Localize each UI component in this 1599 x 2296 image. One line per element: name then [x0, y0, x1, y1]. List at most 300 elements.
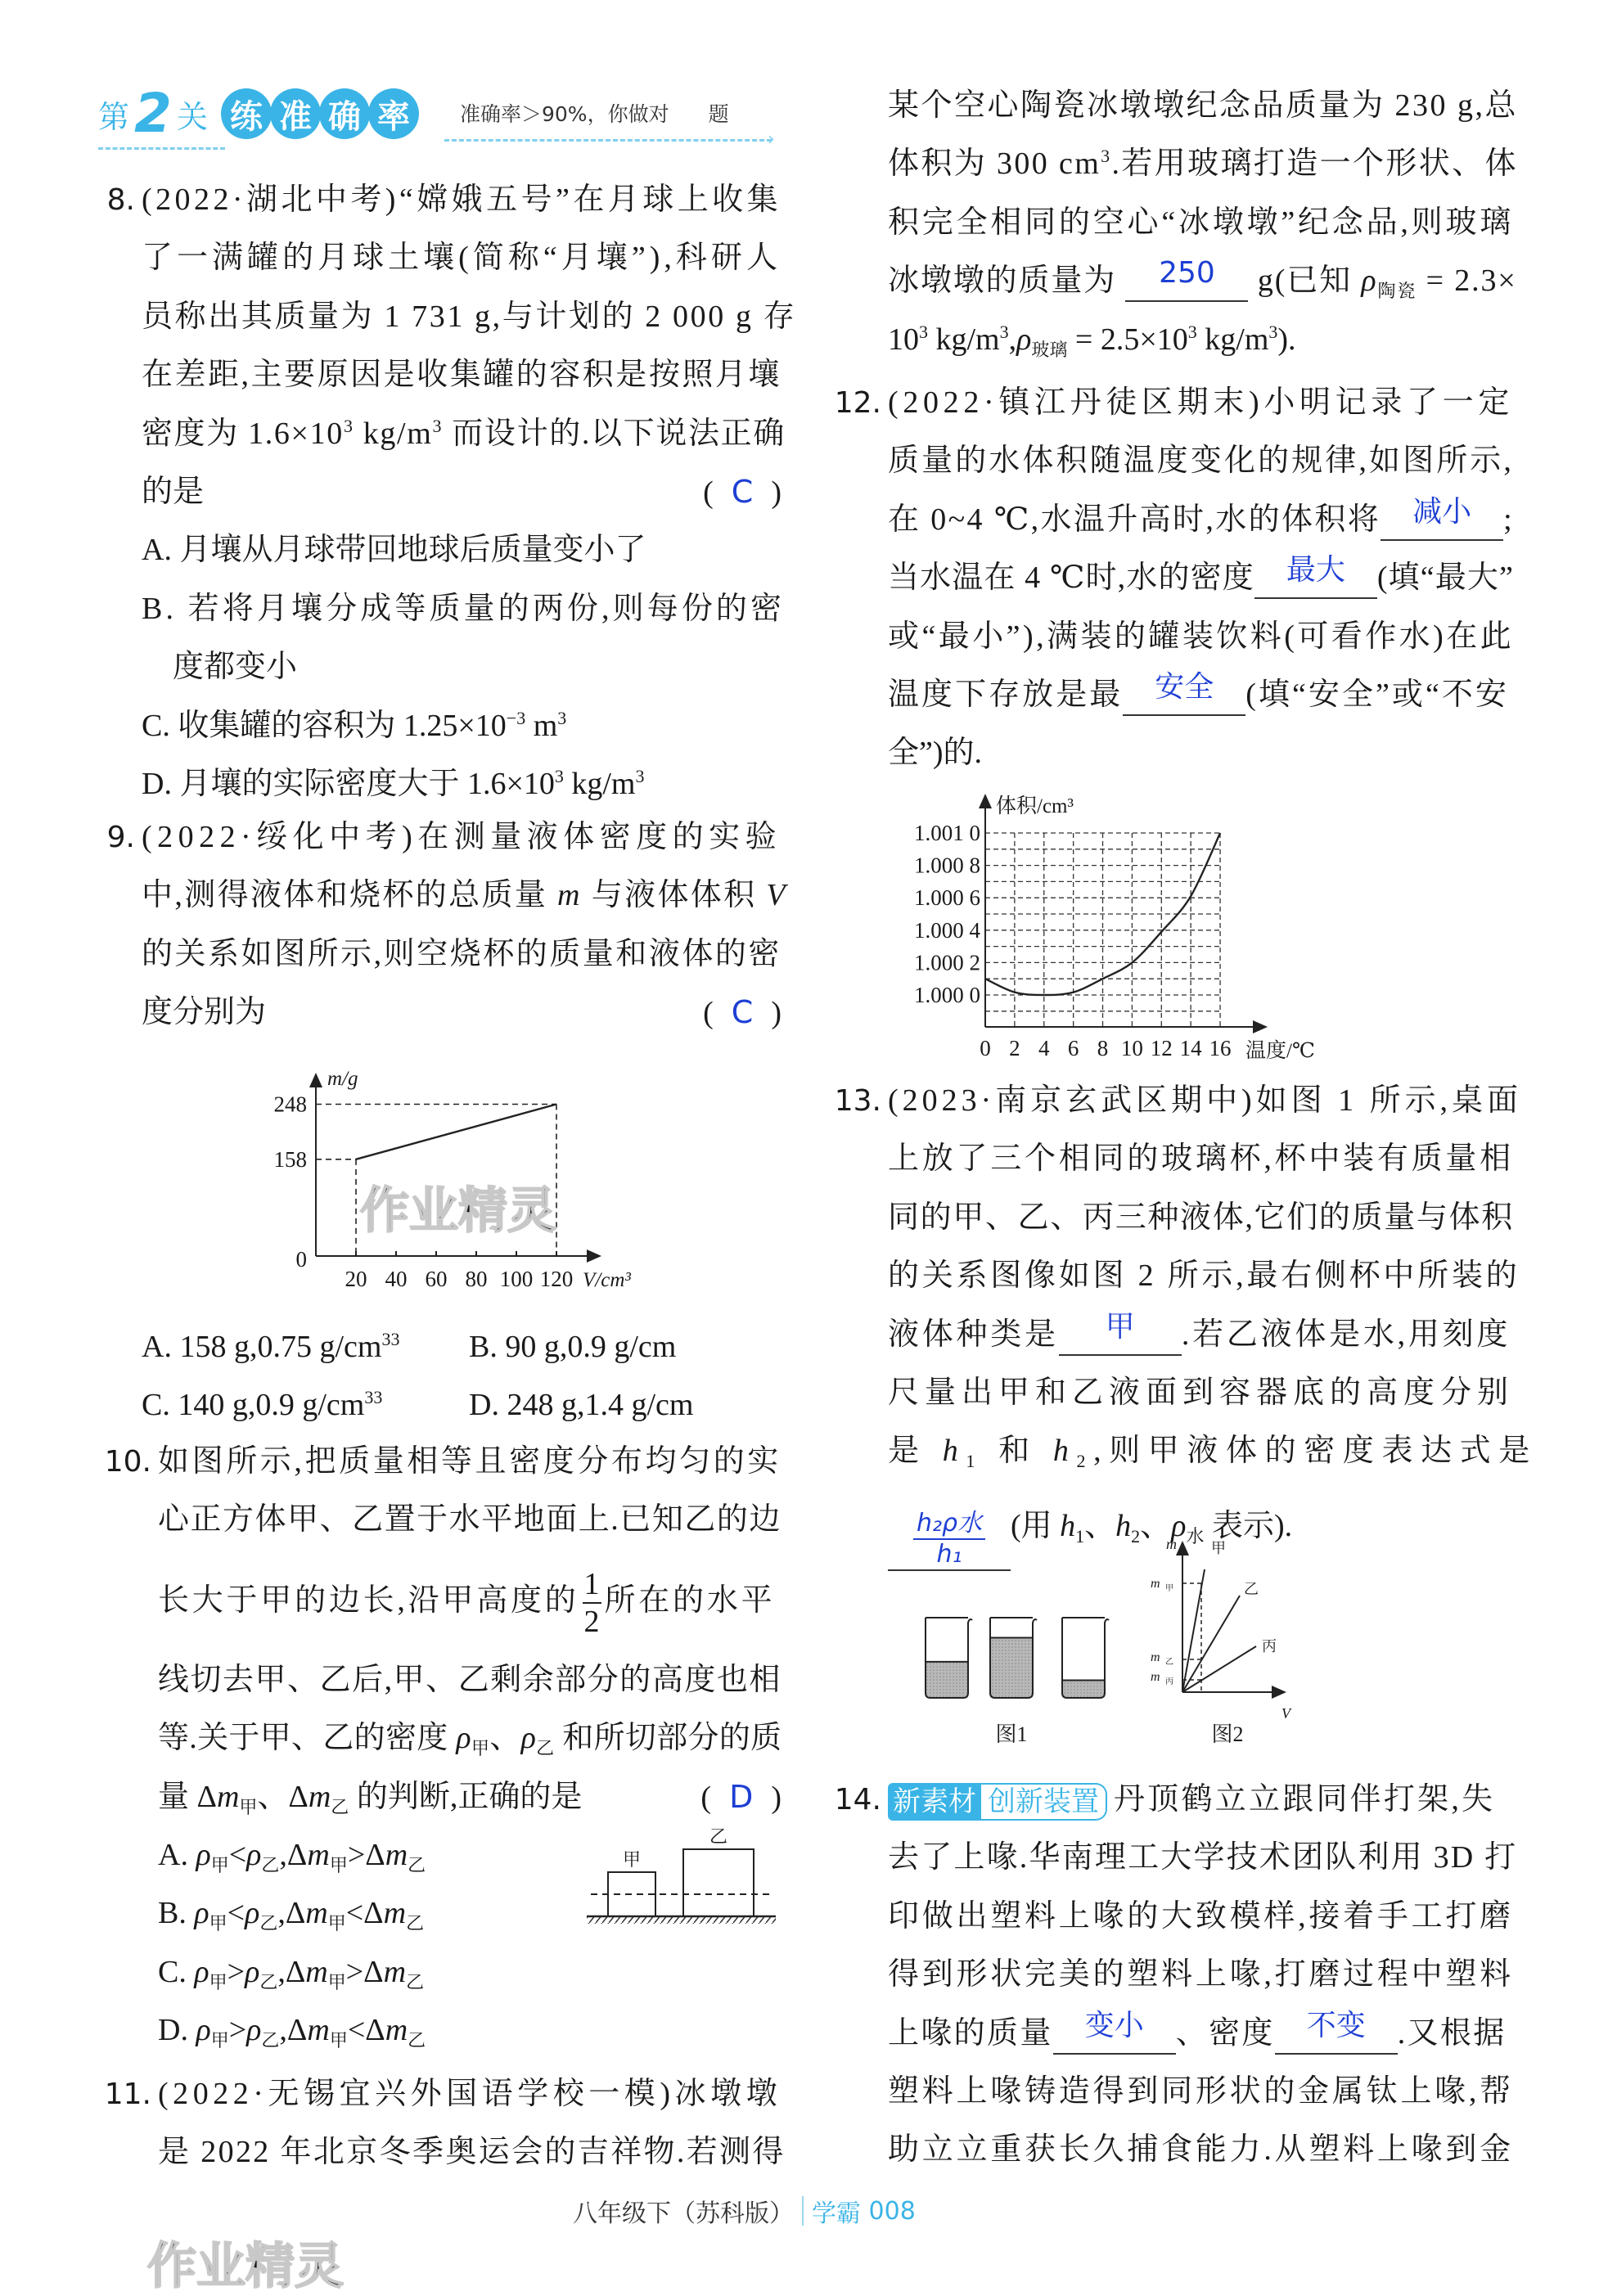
superscript: 3	[343, 415, 354, 436]
figure-2-caption: 图2	[1211, 1722, 1244, 1746]
subscript: 甲	[209, 1971, 227, 1992]
line-content	[142, 580, 785, 638]
q13-figure-1-beakers	[926, 1618, 1109, 1746]
text-line	[106, 171, 782, 229]
section-title	[223, 88, 419, 139]
text: 心正方体甲、乙置于水平地面上.已知乙的边	[158, 1502, 781, 1537]
fraction	[583, 1566, 601, 1640]
text: 当水温在 4 ℃时,水的密度	[888, 560, 1254, 596]
line-content	[142, 288, 796, 346]
x-axis-label: 温度/℃	[1245, 1040, 1315, 1062]
subscript: 甲	[210, 1854, 229, 1875]
data-line	[356, 1104, 556, 1159]
variable: h	[1115, 1508, 1132, 1543]
answer-fraction-blank[interactable]	[888, 1509, 1011, 1571]
handwritten-answer: 甲	[1105, 1309, 1135, 1344]
text-line	[142, 346, 781, 404]
cube-a-label: 甲	[622, 1849, 642, 1870]
line-content	[888, 1364, 1514, 1422]
text-line	[888, 724, 1514, 782]
x-tick-label: 16	[1209, 1036, 1232, 1060]
text-line	[888, 2005, 1514, 2063]
superscript: 3	[557, 707, 567, 728]
text-line	[104, 1433, 781, 1491]
variable: ρ	[1361, 263, 1378, 299]
text-line	[888, 2063, 1514, 2121]
figure-1-caption: 图1	[995, 1722, 1028, 1746]
text-line	[142, 755, 781, 813]
variable: ρ	[246, 2013, 262, 2048]
text: 量 Δ	[158, 1779, 217, 1814]
text-line	[834, 1072, 1522, 1130]
text-line	[888, 1189, 1514, 1247]
text: (填“安全”或“不安	[1245, 677, 1509, 712]
text: (填“最大”	[1376, 560, 1515, 596]
paren: )	[771, 996, 781, 1031]
text-line	[142, 580, 786, 638]
variable: ρ	[245, 1896, 260, 1931]
answer-blank[interactable]	[1125, 256, 1248, 302]
line-content	[888, 2005, 1507, 2063]
line-content	[142, 867, 787, 925]
text-line	[158, 1491, 781, 1549]
y-tick-label: 1.000 6	[914, 885, 980, 911]
line-content	[158, 2123, 786, 2181]
line-content	[142, 171, 781, 229]
variable: h	[942, 1434, 966, 1469]
line-content	[158, 1550, 775, 1651]
subscript: 甲	[329, 1854, 348, 1875]
subscript: 乙	[331, 1796, 349, 1817]
text: (2022·绥化中考)在测量液体密度的实验	[142, 820, 782, 854]
line-content	[158, 1826, 426, 1884]
title-char: 率	[368, 88, 419, 139]
line-content	[158, 2001, 426, 2060]
y-tick-label: 248	[273, 1092, 307, 1117]
text-line	[888, 252, 1517, 310]
text: 和所切部分的质	[554, 1721, 782, 1756]
subscript: 乙	[406, 1913, 425, 1934]
superscript: 3	[919, 321, 928, 342]
y-tick-label: 1.000 2	[914, 950, 980, 975]
variable: m	[383, 1896, 407, 1931]
text: .若乙液体是水,用刻度	[1181, 1317, 1511, 1352]
text: (2022·镇江丹徒区期末)小明记录了一定	[888, 385, 1515, 420]
x-tick-label: 100	[499, 1267, 534, 1291]
text: 所在的水平	[604, 1582, 776, 1618]
answer-blank[interactable]	[1123, 669, 1245, 716]
y-axis-label: m	[1166, 1536, 1177, 1552]
text-line	[142, 405, 786, 463]
line-content	[142, 1376, 694, 1434]
question-9	[106, 808, 787, 1042]
handwritten-answer: 最大	[1286, 553, 1345, 588]
text: 与液体体积	[581, 878, 767, 913]
subscript: 乙	[408, 1854, 426, 1875]
text-line	[888, 1130, 1514, 1188]
line-content	[888, 2121, 1514, 2179]
text: 的判断,正确的是	[349, 1779, 583, 1814]
handwritten-answer: 减小	[1412, 494, 1472, 529]
handwritten-answer: 250	[1159, 256, 1215, 290]
x-tick-label: 60	[425, 1267, 448, 1291]
title-char: 准	[270, 88, 321, 139]
text: ,Δ	[279, 1837, 308, 1872]
footer-divider	[802, 2196, 804, 2226]
subscript: 甲	[239, 1796, 258, 1817]
paren: (	[703, 475, 714, 510]
text: 、	[489, 1721, 521, 1756]
line-content	[888, 1829, 1517, 1887]
superscript: 3	[554, 765, 564, 786]
title-char: 确	[319, 88, 370, 139]
line-content	[158, 1943, 424, 2001]
text: kg/m	[1196, 322, 1269, 357]
text-line	[142, 697, 781, 755]
paren: )	[771, 475, 781, 510]
line-content	[158, 1768, 582, 1826]
line-content	[888, 1888, 1514, 1946]
question-number: 12.	[834, 386, 881, 420]
text: 如图所示,把质量相等且密度分布均匀的实	[158, 1444, 781, 1479]
accuracy-note	[460, 98, 729, 128]
text-line	[104, 2065, 782, 2123]
line-content	[142, 405, 786, 463]
text-line	[142, 867, 787, 925]
line-b	[1182, 1596, 1240, 1692]
text-line	[142, 521, 781, 579]
page-number: 008	[868, 2196, 916, 2226]
text: ,Δ	[277, 1954, 306, 1989]
variable: m	[385, 1837, 408, 1872]
text: 的是	[142, 474, 205, 509]
text: 在 0~4 ℃,水温升高时,水的体积将	[888, 502, 1381, 537]
variable: ρ	[196, 1837, 211, 1872]
level-prefix: 第	[98, 98, 130, 135]
line-content	[142, 463, 204, 521]
text: 印做出塑料上喙的大致模样,接着手工打磨	[888, 1898, 1514, 1934]
y-tick-label: 1.001 0	[914, 821, 980, 845]
text: 或“最小”),满装的罐装饮料(可看作水)在此	[888, 619, 1515, 654]
text: D.	[158, 2013, 196, 2048]
line-content	[888, 252, 1517, 310]
line-content	[888, 1247, 1520, 1305]
x-tick-label: 12	[1150, 1036, 1173, 1060]
text: 和	[982, 1434, 1053, 1469]
text: B. 若将月壤分成等质量的两份,则每份的密	[142, 591, 786, 626]
text: ,Δ	[277, 1896, 306, 1931]
text: 度分别为	[142, 995, 267, 1030]
header-divider	[98, 147, 225, 150]
text: 冰墩墩的质量为	[888, 263, 1126, 299]
superscript: 3	[1268, 321, 1278, 342]
text: 体积为 300 cm	[888, 146, 1101, 182]
variable: ρ	[196, 2013, 211, 2048]
text: >Δ	[347, 1837, 385, 1872]
text: 密度为 1.6×10	[142, 416, 344, 451]
line-content	[888, 77, 1518, 135]
m-b-label: m	[1151, 1650, 1160, 1664]
option-text: D. 248 g,1.4 g/cm	[469, 1388, 694, 1423]
text-line	[834, 1771, 1514, 1829]
subscript: 乙	[261, 1854, 280, 1875]
superscript: 3	[999, 321, 1009, 342]
text: (用	[1011, 1508, 1061, 1543]
subscript: 乙	[259, 1971, 278, 1992]
variable: ρ	[245, 1954, 260, 1989]
text: >	[227, 1954, 245, 1989]
text: A. 158 g,0.75 g/cm	[142, 1330, 382, 1364]
text-line	[142, 463, 781, 521]
text: 、	[1084, 1508, 1116, 1543]
beaker	[926, 1618, 972, 1698]
x-axis-label: V/cm³	[583, 1269, 631, 1291]
subscript: 甲	[327, 1913, 346, 1934]
text-line	[888, 1422, 1538, 1480]
y-axis-label: m/g	[327, 1068, 358, 1090]
text-line	[142, 638, 781, 696]
question-number: 9.	[106, 821, 135, 854]
x-tick-label: 120	[539, 1267, 574, 1291]
question-11	[104, 2065, 786, 2182]
text-line	[888, 135, 1518, 193]
denominator: 2	[583, 1605, 600, 1640]
superscript: 3	[1187, 321, 1197, 342]
y-tick-label: 0	[295, 1247, 307, 1272]
brand-label: 学霸	[812, 2199, 861, 2228]
beaker	[990, 1618, 1037, 1698]
question-8	[106, 171, 797, 813]
level-number: 2	[134, 82, 172, 145]
x-tick-label: 40	[385, 1267, 408, 1291]
text-line	[142, 925, 781, 984]
text-line	[888, 1364, 1514, 1422]
line-content	[142, 755, 645, 813]
paren: (	[700, 1780, 712, 1815]
text-line	[888, 666, 1514, 724]
text: 是	[888, 1434, 943, 1469]
q12-water-volume-chart	[914, 795, 1315, 1062]
section-header	[98, 82, 419, 145]
subscript: 甲	[329, 2030, 348, 2051]
variable: ρ	[1171, 1508, 1187, 1543]
question-number: 13.	[834, 1084, 881, 1118]
text: <Δ	[345, 1896, 384, 1931]
text-line	[834, 374, 1515, 432]
text: kg/m	[928, 322, 1000, 357]
text-line	[158, 1884, 781, 1943]
variable: ρ	[520, 1721, 537, 1756]
choice-answer[interactable]	[703, 463, 781, 522]
m-c-sub: 丙	[1165, 1677, 1173, 1686]
text: 度都变小	[142, 650, 298, 685]
text: 、	[1140, 1508, 1172, 1543]
answer-blank[interactable]	[1275, 2008, 1398, 2055]
line-content	[888, 724, 982, 782]
m-a-label: m	[1151, 1577, 1160, 1591]
text-line	[158, 1768, 781, 1826]
text: ,	[1008, 322, 1017, 357]
text: 员称出其质量为 1 731 g,与计划的 2 000 g 存	[142, 299, 797, 334]
paren: (	[703, 996, 714, 1031]
question-12	[834, 374, 1515, 783]
answer-blank[interactable]	[1059, 1309, 1182, 1356]
x-tick-label: 0	[980, 1036, 991, 1060]
subscript: 甲	[210, 2030, 229, 2051]
text: 液体种类是	[888, 1317, 1059, 1352]
variable: h	[1060, 1508, 1076, 1543]
text: >	[228, 2013, 247, 2048]
answer-blank[interactable]	[1254, 553, 1377, 599]
x-tick-label: 6	[1067, 1036, 1079, 1060]
text: 得到形状完美的塑料上喙,打磨过程中塑料	[888, 1957, 1514, 1992]
variable: V	[766, 878, 787, 913]
text: <	[227, 1896, 245, 1931]
text: 丹顶鹤立立跟同伴打架,失	[1114, 1782, 1496, 1817]
question-number: 10.	[104, 1445, 151, 1479]
handwritten-answer: 安全	[1155, 669, 1214, 704]
option-text: B. 90 g,0.9 g/cm	[469, 1330, 677, 1364]
x-tick-label: 14	[1179, 1036, 1202, 1060]
text: 中,测得液体和烧杯的总质量	[142, 878, 558, 913]
text: 助立立重获长久捕食能力.从塑料上喙到金	[888, 2132, 1514, 2168]
q9-mass-volume-chart	[274, 1068, 632, 1291]
text-line	[888, 2121, 1514, 2179]
text: 积完全相同的空心“冰墩墩”纪念品,则玻璃	[888, 205, 1515, 240]
liquid	[1062, 1680, 1105, 1698]
innovation-badge: 创新装置	[981, 1783, 1107, 1821]
text-line	[888, 311, 1514, 369]
text: C. 收集罐的容积为 1.25×10	[142, 708, 507, 743]
line-content	[888, 666, 1509, 724]
text: ;	[1503, 502, 1515, 537]
text: 在差距,主要原因是收集罐的容积是按照月壤	[142, 358, 781, 393]
variable: m	[385, 2013, 408, 2048]
cube-b-label: 乙	[709, 1826, 728, 1847]
answer-blank[interactable]	[1381, 494, 1503, 541]
answer-blank[interactable]	[1053, 2008, 1176, 2055]
x-tick-label: 4	[1038, 1036, 1050, 1060]
line-content	[888, 608, 1514, 666]
text: 同的甲、乙、丙三种液体,它们的质量与体积	[888, 1200, 1514, 1235]
line-content	[142, 1318, 677, 1376]
text: .又根据	[1397, 2015, 1507, 2051]
m-b-sub: 乙	[1165, 1658, 1173, 1667]
variable: ρ	[1016, 322, 1032, 357]
y-tick-label: 1.000 0	[914, 983, 980, 1007]
line-content	[888, 1130, 1514, 1188]
text-line	[888, 491, 1514, 549]
text: ,Δ	[279, 2013, 308, 2048]
variable: m	[383, 1954, 407, 1989]
text-line	[888, 1481, 1514, 1569]
superscript: 3	[432, 415, 444, 436]
variable: ρ	[456, 1721, 471, 1756]
text-line	[888, 194, 1514, 252]
text: 了一满罐的月球土壤(简称“月壤”),科研人	[142, 241, 781, 276]
superscript: −3	[506, 707, 526, 728]
subscript: 1	[1075, 1525, 1085, 1546]
level-suffix: 关	[176, 98, 208, 135]
subscript: 甲	[471, 1738, 490, 1759]
text: ).	[1277, 322, 1296, 357]
line-content	[142, 229, 781, 287]
line-content	[888, 1771, 1495, 1829]
text: A. 月壤从月球带回地球后质量变小了	[142, 533, 646, 568]
text: 的关系如图所示,则空烧杯的质量和液体的密	[142, 936, 781, 971]
line-b-label: 乙	[1244, 1581, 1259, 1597]
m-c-label: m	[1151, 1670, 1160, 1684]
subscript: 甲	[209, 1913, 227, 1934]
subscript: 玻璃	[1031, 339, 1068, 360]
line-content	[888, 135, 1518, 193]
question-number: 8.	[106, 183, 135, 217]
subscript: 1	[966, 1451, 983, 1472]
choice-answer[interactable]	[700, 1768, 781, 1827]
superscript: 3	[373, 1387, 383, 1408]
grade-label: 八年级下（苏科版）	[573, 2199, 794, 2228]
text: = 2.5×10	[1067, 322, 1188, 357]
text-line	[106, 808, 782, 867]
chosen-option: C	[731, 473, 754, 510]
text: 某个空心陶瓷冰墩墩纪念品质量为 230 g,总	[888, 88, 1519, 123]
x-tick-label: 20	[345, 1267, 367, 1291]
subscript: 乙	[406, 1971, 425, 1992]
line-content	[888, 194, 1514, 252]
page-footer	[573, 2193, 916, 2229]
line-content	[888, 1306, 1511, 1364]
paren: )	[771, 1780, 781, 1815]
y-tick-label: 1.000 8	[914, 853, 980, 878]
text-line	[158, 1651, 781, 1709]
variable: m	[305, 1896, 328, 1931]
x-tick-label: 2	[1009, 1036, 1020, 1060]
text: 而设计的.以下说法正确	[443, 416, 786, 451]
chosen-option: C	[731, 994, 754, 1031]
line-content	[158, 1709, 781, 1767]
text-line	[158, 2001, 781, 2060]
text-line	[888, 1888, 1514, 1946]
volume-curve	[985, 833, 1220, 995]
numerator: 1	[583, 1566, 601, 1604]
question-14	[834, 1771, 1518, 2180]
question-number: 11.	[104, 2078, 151, 2111]
text-line	[888, 432, 1514, 490]
choice-answer[interactable]	[703, 984, 781, 1042]
question-10	[104, 1433, 782, 2060]
chevron-right-icon: ›	[768, 129, 775, 150]
variable: ρ	[194, 1954, 209, 1989]
text: (2023·南京玄武区期中)如图 1 所示,桌面	[888, 1083, 1522, 1118]
line-a	[1182, 1569, 1205, 1692]
text-line	[142, 229, 781, 287]
subscript: 乙	[408, 2030, 426, 2051]
question-number: 14.	[834, 1783, 881, 1817]
line-c-label: 丙	[1262, 1638, 1277, 1654]
superscript: 3	[390, 1329, 400, 1349]
variable: m	[557, 878, 582, 913]
line-content	[158, 1884, 424, 1943]
text: 、密度	[1175, 2015, 1275, 2051]
line-content	[888, 374, 1514, 432]
text-line	[888, 1247, 1520, 1305]
new-material-badge: 新素材	[888, 1783, 981, 1821]
text-line	[158, 1709, 781, 1767]
line-content	[888, 1422, 1538, 1480]
text: m	[525, 708, 558, 743]
line-content	[888, 1481, 1292, 1571]
variable: m	[305, 1954, 328, 1989]
